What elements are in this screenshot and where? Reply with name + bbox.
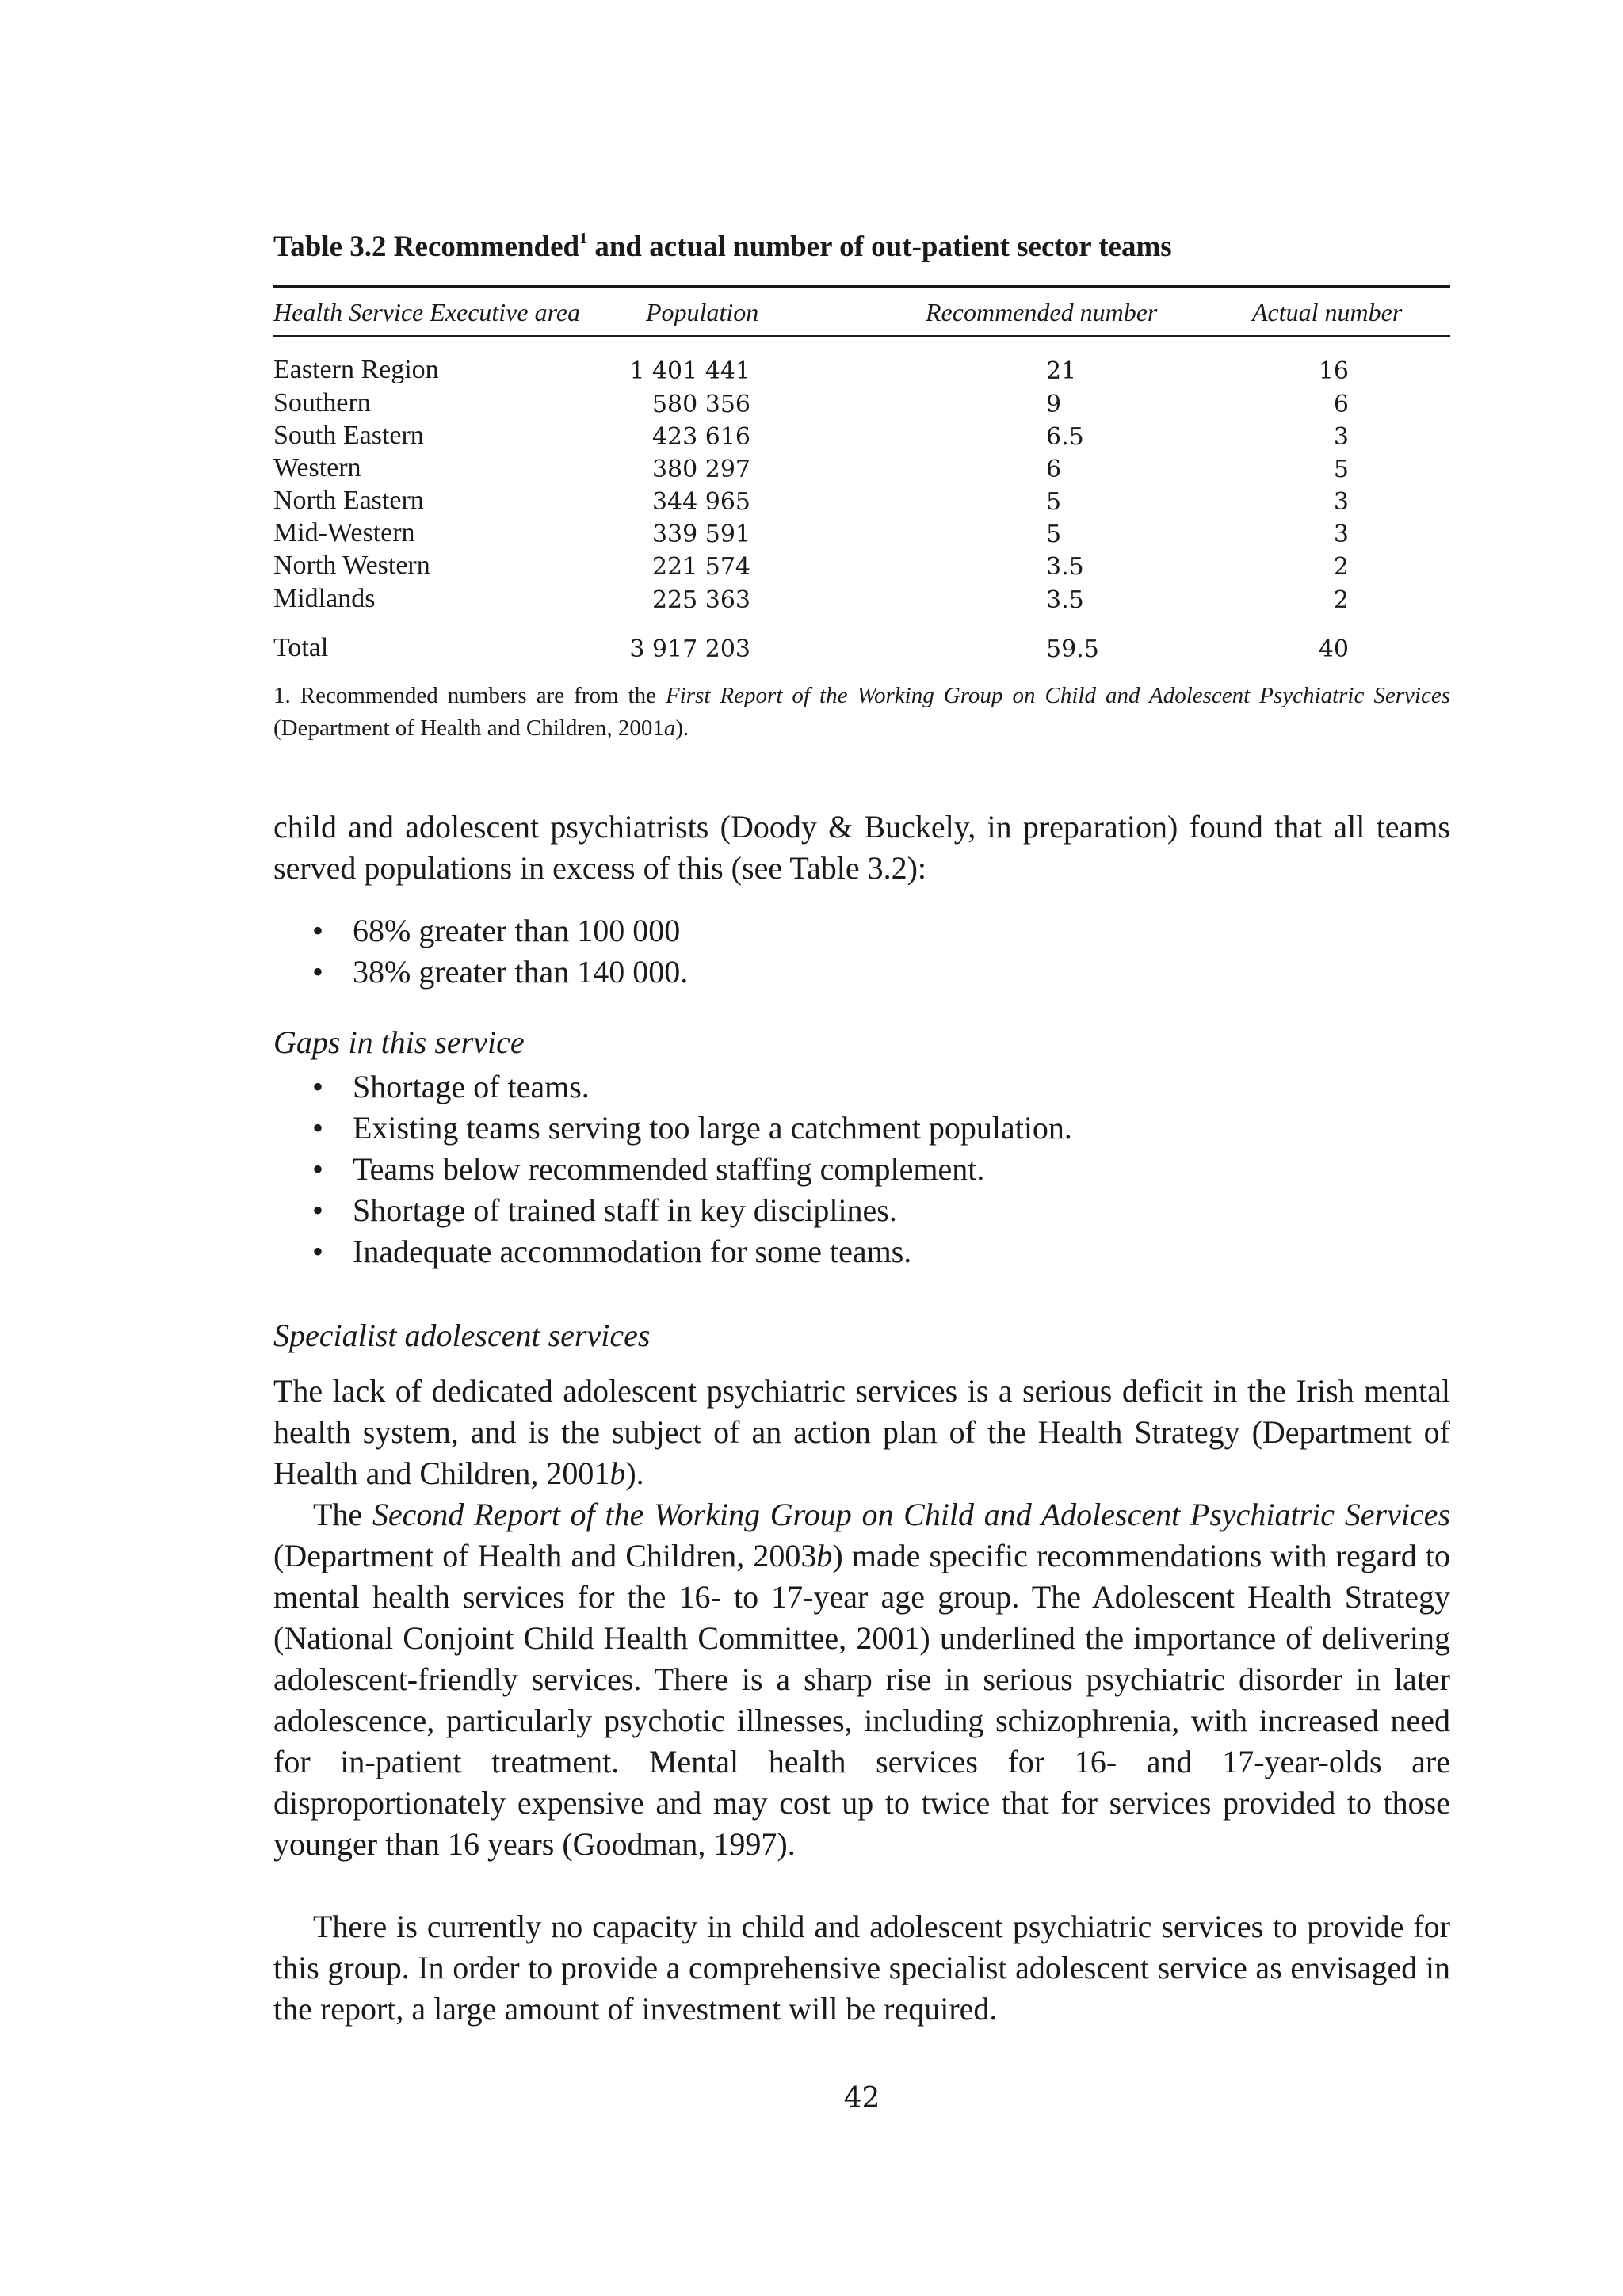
gaps-heading: Gaps in this service — [273, 1024, 525, 1060]
cell-actual: 3 — [1333, 521, 1349, 548]
header-recommended: Recommended number — [926, 298, 1158, 326]
table-total-row — [273, 633, 1450, 665]
cell-actual: 2 — [1333, 553, 1349, 581]
bullet-glyph: • — [312, 954, 324, 990]
list-item — [273, 910, 1450, 952]
list-item — [273, 1066, 1450, 1108]
specialist-paragraph-1 — [273, 1371, 1450, 1494]
cell-population: 423 616 — [651, 423, 750, 451]
paragraph-text: The — [313, 1497, 372, 1532]
list-item-text: 38% greater than 140 000. — [353, 954, 689, 990]
cell-area: Southern — [273, 388, 371, 418]
report-title: Second Report of the Working Group on Child and Adolescent Psychiatric Services — [372, 1497, 1451, 1532]
table-row — [273, 421, 1450, 452]
cell-recommended: 6.5 — [1046, 423, 1084, 451]
list-item-text: Shortage of trained staff in key disciplines. — [353, 1192, 897, 1228]
cell-recommended: 5 — [1046, 521, 1062, 548]
footnote-text: ). — [675, 715, 689, 741]
list-item-text: 68% greater than 100 000 — [353, 913, 681, 948]
list-item — [273, 1231, 1450, 1272]
footnote-text: 1. Recommended numbers are from the — [273, 683, 666, 708]
list-item — [273, 1108, 1450, 1149]
header-area: Health Service Executive area — [273, 298, 581, 326]
cell-actual: 40 — [1318, 635, 1349, 663]
footnote-text: a — [663, 715, 676, 741]
cell-actual: 3 — [1333, 488, 1349, 516]
paragraph-text: ). — [625, 1455, 644, 1491]
cell-population: 1 401 441 — [629, 357, 750, 385]
bullet-glyph: • — [312, 1192, 324, 1228]
specialist-paragraph-3: There is currently no capacity in child and adolescent psychiatric services to provide for this group. In order to provide a comprehensive specialist adolescent service as envisaged in the report, a large amount of investment will be required. — [273, 1909, 1450, 2027]
paragraph-text: b — [816, 1538, 833, 1573]
cell-area: Midlands — [273, 584, 376, 613]
cell-recommended: 9 — [1046, 391, 1062, 418]
table-title-suffix: and actual number of out-patient sector teams — [587, 231, 1172, 263]
cell-population: 580 356 — [651, 391, 750, 418]
table-row — [273, 453, 1450, 485]
cell-population: 339 591 — [651, 521, 750, 548]
list-item-text: Shortage of teams. — [353, 1069, 590, 1104]
list-item — [273, 1149, 1450, 1190]
cell-actual: 16 — [1318, 357, 1349, 385]
cell-area: North Western — [273, 551, 430, 580]
bullet-glyph: • — [312, 1110, 324, 1146]
cell-population: 344 965 — [651, 488, 750, 516]
cell-area: Mid-Western — [273, 518, 415, 547]
cell-actual: 5 — [1333, 456, 1349, 483]
population-bullet-list — [273, 910, 1450, 993]
list-item-text: Teams below recommended staffing complement. — [353, 1151, 985, 1187]
header-actual: Actual number — [1252, 298, 1403, 326]
list-item — [273, 952, 1450, 993]
cell-population: 380 297 — [651, 456, 750, 483]
table-row — [273, 551, 1450, 582]
table-row — [273, 486, 1450, 517]
bullet-glyph: • — [312, 1234, 324, 1269]
paragraph-text: ) made specific recommendations with regard to mental health services for the 16- to 17-year age group. The Adolescent Health Strategy (National Conjoint Child Health Committee, 2001) underlined the importance of delivering adolescent-friendly services. There is a sharp rise in serious psychiatric disorder in later adolescence, particularly psychotic illnesses, including schizophrenia, with increased need for in-patient treatment. Mental health services for 16- and 17-year-olds are disproportionately expensive and may cost up to twice that for services provided to those younger than 16 years (Goodman, 1997). — [273, 1538, 1450, 1862]
cell-recommended: 3.5 — [1046, 586, 1084, 614]
table-top-rule — [273, 285, 1450, 288]
table-title-prefix: Table 3.2 Recommended — [273, 231, 580, 263]
cell-actual: 2 — [1333, 586, 1349, 614]
cell-actual: 3 — [1333, 423, 1349, 451]
cell-population: 225 363 — [651, 586, 750, 614]
cell-population: 3 917 203 — [629, 635, 750, 663]
table-row — [273, 518, 1450, 550]
table-title — [273, 230, 1172, 264]
cell-area: South Eastern — [273, 421, 424, 450]
list-item-text: Existing teams serving too large a catchment population. — [353, 1110, 1072, 1146]
bullet-glyph: • — [312, 913, 324, 948]
cell-area: Eastern Region — [273, 355, 439, 384]
cell-recommended: 5 — [1046, 488, 1062, 516]
list-item-text: Inadequate accommodation for some teams. — [353, 1234, 912, 1269]
page-number: 42 — [843, 2082, 880, 2115]
specialist-heading: Specialist adolescent services — [273, 1318, 651, 1353]
paragraph-text: b — [609, 1455, 626, 1491]
cell-recommended: 6 — [1046, 456, 1062, 483]
specialist-paragraph-2 — [273, 1494, 1450, 1865]
table-title-footnote-marker: 1 — [579, 230, 588, 247]
header-population: Population — [646, 298, 759, 326]
footnote-text: (Department of Health and Children, 2001 — [273, 715, 664, 741]
table-row — [273, 355, 1450, 387]
footnote-report-title: First Report of the Working Group on Child and Adolescent Psychiatric Services — [666, 683, 1450, 708]
cell-recommended: 21 — [1046, 357, 1077, 385]
intro-paragraph: child and adolescent psychiatrists (Doody & Buckely, in preparation) found that all teams served populations in excess of this (see Table 3.2): — [273, 809, 1450, 886]
list-item — [273, 1190, 1450, 1231]
table-row — [273, 388, 1450, 420]
table-footnote — [273, 680, 1450, 745]
paragraph-text: (Department of Health and Children, 2003 — [273, 1538, 817, 1573]
bullet-glyph: • — [312, 1069, 324, 1104]
cell-population: 221 574 — [651, 553, 750, 581]
table-header-rule — [273, 335, 1450, 337]
bullet-glyph: • — [312, 1151, 324, 1187]
paragraph-text: The lack of dedicated adolescent psychiatric services is a serious deficit in the Irish mental health system, and is the subject of an action plan of the Health Strategy (Department of Health and Children, 2001 — [273, 1373, 1450, 1491]
cell-recommended: 3.5 — [1046, 553, 1084, 581]
cell-recommended: 59.5 — [1046, 635, 1099, 663]
cell-area: North Eastern — [273, 486, 424, 515]
cell-actual: 6 — [1333, 391, 1349, 418]
cell-area: Total — [273, 633, 329, 662]
gaps-bullet-list — [273, 1066, 1450, 1272]
cell-area: Western — [273, 453, 361, 482]
table-row — [273, 584, 1450, 616]
